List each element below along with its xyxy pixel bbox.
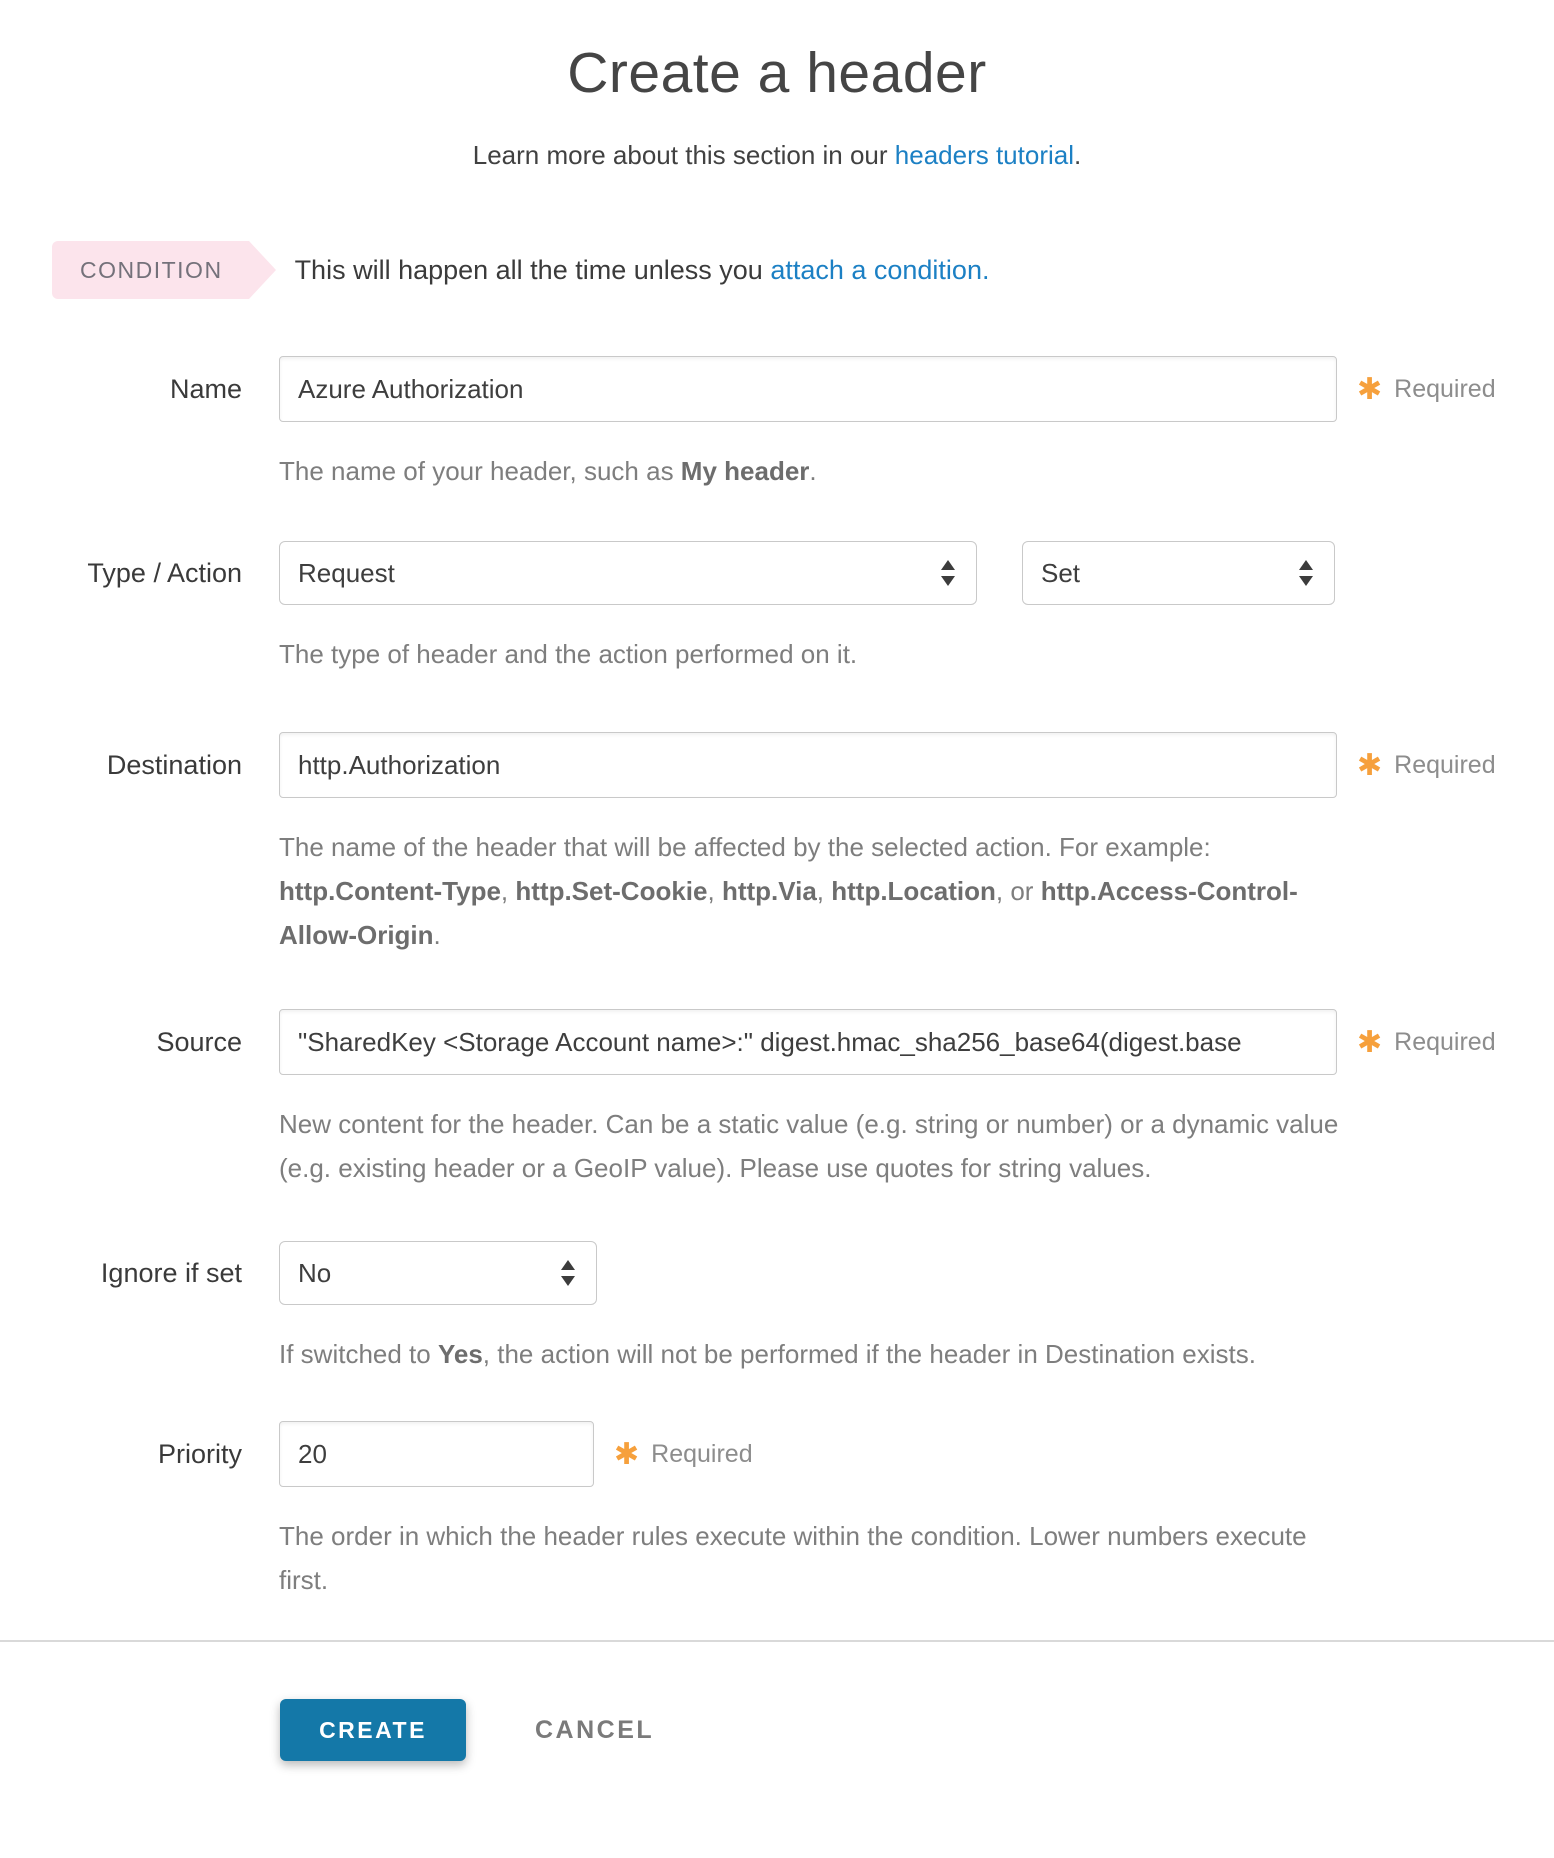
source-row: [0, 1009, 1554, 1075]
example-header-5: http.Access-Control-Allow-Origin: [279, 876, 1298, 950]
example-header-2: http.Set-Cookie: [515, 876, 708, 906]
period: .: [433, 920, 441, 950]
required-asterisk-icon: ✱: [1357, 748, 1383, 782]
priority-required: [614, 1437, 753, 1472]
create-button[interactable]: CREATE: [280, 1699, 466, 1761]
cancel-button[interactable]: CANCEL: [535, 1715, 655, 1744]
required-asterisk-icon: ✱: [1357, 1025, 1383, 1059]
separator: ,: [816, 876, 832, 906]
ignore-helper: [279, 1332, 1256, 1376]
type-select[interactable]: [279, 541, 977, 605]
name-helper-period: .: [809, 456, 817, 486]
name-label: Name: [169, 373, 242, 404]
example-header-1: http.Content-Type: [279, 876, 501, 906]
destination-helper-row: [0, 825, 1554, 957]
priority-row: [0, 1421, 1554, 1487]
destination-input[interactable]: [279, 732, 1337, 798]
required-label: Required: [1394, 1027, 1496, 1056]
ignore-helper-yes: Yes: [437, 1339, 483, 1369]
ignore-select-wrap: [279, 1241, 597, 1305]
required-asterisk-icon: ✱: [1357, 372, 1383, 406]
action-select[interactable]: [1022, 541, 1335, 605]
ignore-helper-row: [0, 1332, 1554, 1376]
type-select-wrap: [279, 541, 977, 605]
condition-row: [0, 241, 1554, 299]
source-input[interactable]: [279, 1009, 1337, 1075]
name-required: [1357, 372, 1496, 407]
name-helper-example: My header: [680, 456, 810, 486]
ignore-if-set-label: Ignore if set: [100, 1257, 242, 1288]
ignore-if-set-select[interactable]: [279, 1241, 597, 1305]
name-helper: [279, 449, 817, 493]
destination-helper-text: The name of the header that will be affected by the selected action. For example:: [279, 832, 1211, 862]
separator: ,: [707, 876, 722, 906]
page-header: [62, 0, 1492, 171]
subtitle-period: .: [1074, 140, 1082, 170]
type-action-helper: The type of header and the action performed on it.: [279, 639, 858, 669]
priority-label: Priority: [157, 1438, 242, 1469]
source-label: Source: [156, 1026, 242, 1057]
destination-required: [1357, 748, 1496, 783]
source-helper-row: [0, 1102, 1554, 1190]
ignore-if-set-row: [0, 1241, 1554, 1305]
type-action-row: [0, 541, 1554, 605]
condition-badge: [52, 241, 249, 299]
ignore-helper-rest: , the action will not be performed if the header in Destination exists.: [482, 1339, 1256, 1369]
destination-label: Destination: [106, 749, 242, 780]
name-helper-text: The name of your header, such as: [279, 456, 681, 486]
condition-sentence: This will happen all the time unless you: [294, 254, 771, 285]
condition-text: [295, 255, 990, 286]
footer-actions: [280, 1699, 1554, 1761]
name-row: [0, 356, 1554, 422]
subtitle-text: Learn more about this section in our: [472, 140, 895, 170]
destination-helper: [279, 825, 1354, 957]
condition-badge-label: CONDITION: [80, 256, 223, 283]
footer-divider: [0, 1640, 1554, 1642]
type-action-label: Type / Action: [87, 557, 242, 588]
headers-tutorial-link[interactable]: headers tutorial: [894, 140, 1075, 170]
name-helper-row: [0, 449, 1554, 493]
required-asterisk-icon: ✱: [614, 1437, 640, 1471]
attach-condition-link[interactable]: attach a condition.: [770, 254, 990, 285]
separator: ,: [500, 876, 516, 906]
example-header-4: http.Location: [831, 876, 996, 906]
source-required: [1357, 1025, 1496, 1060]
page-title: Create a header: [567, 41, 987, 105]
source-helper: New content for the header. Can be a static value (e.g. string or number) or a dynamic value (e.g. existing header or a GeoIP value). Please use quotes for string values.: [279, 1109, 1339, 1183]
action-select-wrap: [977, 541, 1335, 605]
required-label: Required: [1394, 750, 1496, 779]
priority-helper: The order in which the header rules execute within the condition. Lower numbers execute first.: [279, 1521, 1307, 1595]
name-input[interactable]: [279, 356, 1337, 422]
example-header-3: http.Via: [721, 876, 817, 906]
separator: , or: [995, 876, 1041, 906]
required-label: Required: [1394, 374, 1496, 403]
required-label: Required: [651, 1439, 753, 1468]
priority-helper-row: [0, 1514, 1554, 1602]
priority-input[interactable]: [279, 1421, 594, 1487]
ignore-helper-text: If switched to: [279, 1339, 438, 1369]
destination-row: [0, 732, 1554, 798]
type-action-helper-row: [0, 632, 1554, 676]
page-subtitle: [62, 140, 1492, 171]
